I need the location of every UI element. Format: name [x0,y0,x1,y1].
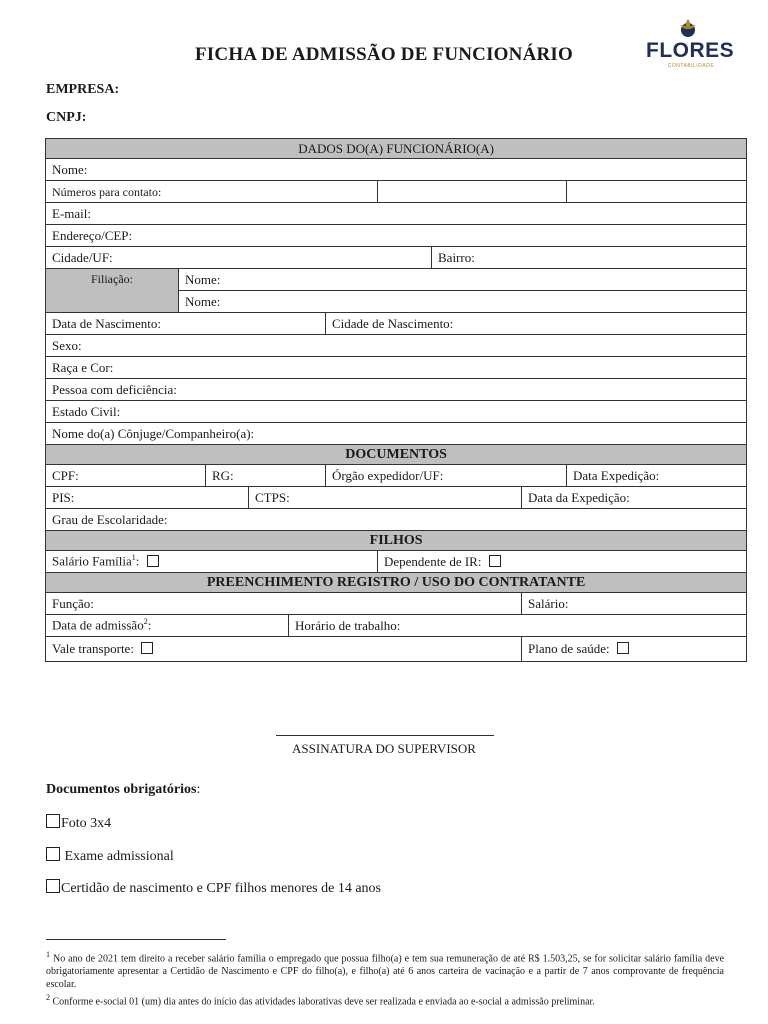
doc-item-label: Foto 3x4 [61,816,112,831]
field-plano-saude[interactable] [522,637,747,662]
footnote-divider [46,939,226,940]
field-sexo[interactable]: Sexo: [46,335,747,357]
field-salario[interactable]: Salário: [522,593,747,615]
plano-saude-label: Plano de saúde: [528,641,610,656]
field-filiacao-nome-2[interactable]: Nome: [179,291,747,313]
section-header-filhos: FILHOS [46,531,747,551]
field-deficiencia[interactable]: Pessoa com deficiência: [46,379,747,401]
field-cidade-uf[interactable]: Cidade/UF: [46,247,432,269]
section-header-funcionario: DADOS DO(A) FUNCIONÁRIO(A) [46,139,747,159]
doc-item-foto[interactable] [46,814,111,832]
empresa-label: EMPRESA: [46,82,120,97]
logo-brand-text: FLORES [646,39,735,62]
field-contato-label: Números para contato: [52,184,162,199]
field-contato-3[interactable] [567,181,747,203]
section-header-contratante: PREENCHIMENTO REGISTRO / USO DO CONTRATANTE [46,573,747,593]
docs-title: Documentos obrigatórios: [46,782,201,797]
signature-label: ASSINATURA DO SUPERVISOR [292,741,476,756]
field-cpf[interactable]: CPF: [46,465,206,487]
section-header-documentos: DOCUMENTOS [46,445,747,465]
field-escolaridade[interactable]: Grau de Escolaridade: [46,509,747,531]
field-data-da-expedicao[interactable]: Data da Expedição: [522,487,747,509]
dependente-ir-checkbox[interactable] [489,555,501,567]
signature-line [276,735,494,736]
field-data-nascimento[interactable]: Data de Nascimento: [46,313,326,335]
field-cidade-nascimento[interactable]: Cidade de Nascimento: [326,313,747,335]
vale-transporte-checkbox[interactable] [141,642,153,654]
field-endereco[interactable]: Endereço/CEP: [46,225,747,247]
doc-item-certidao[interactable] [46,879,381,897]
dependente-ir-label: Dependente de IR: [384,553,482,569]
cnpj-label: CNPJ: [46,110,87,125]
doc-checkbox-foto[interactable] [46,814,60,828]
field-funcao[interactable]: Função: [46,593,522,615]
doc-checkbox-exame[interactable] [46,847,60,861]
field-horario-trabalho[interactable]: Horário de trabalho: [289,615,747,637]
vale-transporte-label: Vale transporte: [52,641,134,656]
field-data-expedicao[interactable]: Data Expedição: [567,465,747,487]
field-contato-2[interactable] [378,181,567,203]
doc-item-exame[interactable] [46,847,174,865]
flower-logo-icon [676,16,700,40]
salario-familia-checkbox[interactable] [147,555,159,567]
plano-saude-checkbox[interactable] [617,642,629,654]
field-raca-cor[interactable]: Raça e Cor: [46,357,747,379]
field-orgao-expedidor[interactable]: Órgão expedidor/UF: [326,465,567,487]
field-dependente-ir[interactable] [378,551,747,573]
field-data-admissao[interactable]: Data de admissão$^2$: [46,615,289,637]
admission-form-table [45,138,747,662]
filiacao-label: Filiação: [46,269,179,313]
field-ctps[interactable]: CTPS: [249,487,522,509]
field-email[interactable]: E-mail: [46,203,747,225]
field-estado-civil[interactable]: Estado Civil: [46,401,747,423]
data-admissao-label: Data de admissão [52,617,144,633]
field-filiacao-nome-1[interactable]: Nome: [179,269,747,291]
field-bairro[interactable]: Bairro: [432,247,747,269]
company-logo [646,16,735,72]
footnote-1: $^1$ No ano de 2021 tem direito a receber salário família o empregado que possua filho(a) e tem sua remuneração de até R$ 1.503,25, se for solicitar salário família deve obrigatoriamente apresentar a Certidão de Nascimento e CPF do filho(a), e filho(a) até 6 anos carteira de vacinação e a partir de 7 anos comprovante de frequência escolar. [46,950,725,991]
doc-item-label: Certidão de nascimento e CPF filhos menores de 14 anos [61,881,381,896]
field-vale-transporte[interactable] [46,637,522,662]
doc-checkbox-certidao[interactable] [46,879,60,893]
page-title: FICHA DE ADMISSÃO DE FUNCIONÁRIO [195,44,573,65]
field-pis[interactable]: PIS: [46,487,249,509]
footnote-2: $^2$ Conforme e-social 01 (um) dia antes do início das atividades laborativas deve ser realizada e enviada ao e-social a admissão preliminar. [46,993,595,1008]
field-nome[interactable]: Nome: [46,159,747,181]
field-conjuge[interactable]: Nome do(a) Cônjuge/Companheiro(a): [46,423,747,445]
salario-familia-label: Salário Família [52,553,132,569]
doc-item-label: Exame admissional [61,849,174,864]
field-contato[interactable] [46,181,378,203]
field-salario-familia[interactable]: Salário Família$^1$: [46,551,378,573]
field-rg[interactable]: RG: [206,465,326,487]
logo-subtext: CONTABILIDADE [667,63,715,69]
